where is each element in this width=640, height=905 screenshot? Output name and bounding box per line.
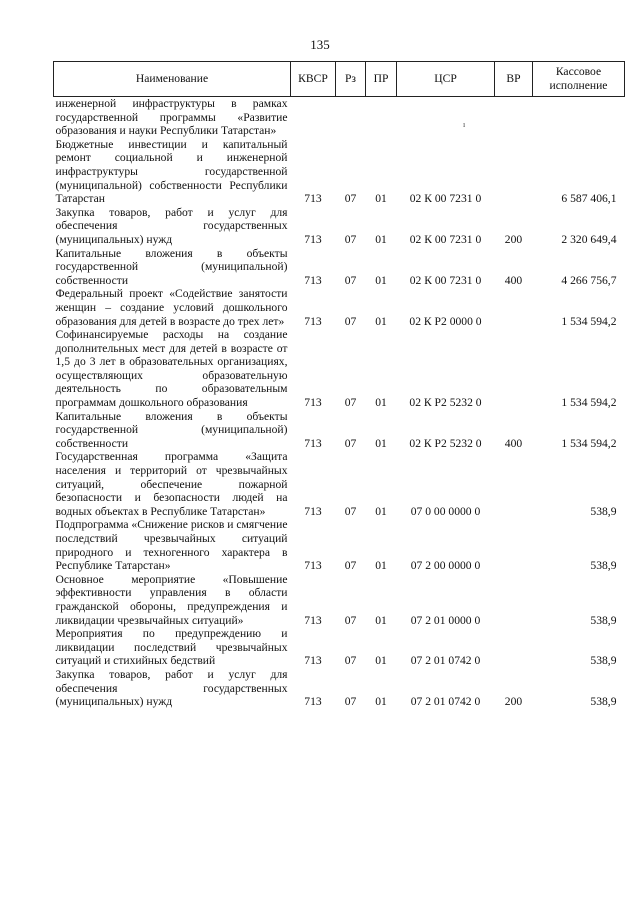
row-kvsr: 713 xyxy=(304,654,322,668)
row-kvsr: 713 xyxy=(304,273,322,287)
row-kvsr: 713 xyxy=(304,232,322,246)
row-rz: 07 xyxy=(344,232,357,246)
row-pr: 01 xyxy=(375,192,387,206)
row-kvsr: 713 xyxy=(304,396,322,410)
row-sum: 538,9 xyxy=(590,559,617,573)
row-pr: 01 xyxy=(375,314,387,328)
row-kvsr: 713 xyxy=(304,613,322,627)
row-vr xyxy=(495,328,533,410)
row-pr: 01 xyxy=(375,654,387,668)
row-vr: 200 xyxy=(504,232,523,246)
header-vr: ВР xyxy=(495,62,533,97)
table-row xyxy=(54,287,625,328)
row-sum: 538,9 xyxy=(590,695,617,709)
row-sum: 538,9 xyxy=(590,654,617,668)
row-vr xyxy=(495,287,533,328)
row-csr: 07 0 00 0000 0 xyxy=(410,504,481,518)
row-rz: 07 xyxy=(344,559,357,573)
table-row xyxy=(54,573,625,627)
row-name: Основное мероприятие «Повышение эффективности управления в области гражданской обороны, предупреждения и ликвидации чрезвычайных ситуаций» xyxy=(55,572,288,627)
row-csr: 07 2 01 0742 0 xyxy=(410,654,481,668)
page-number: 135 xyxy=(310,37,330,52)
row-pr: 01 xyxy=(375,436,387,450)
row-vr xyxy=(495,573,533,627)
row-kvsr: 713 xyxy=(304,559,322,573)
row-rz: 07 xyxy=(344,314,357,328)
table-row xyxy=(54,206,625,247)
row-vr: 200 xyxy=(504,695,523,709)
row-csr: 07 2 01 0000 0 xyxy=(410,613,481,627)
table-row xyxy=(54,450,625,518)
row-name: Государственная программа «Защита населения и территорий от чрезвычайных ситуаций, обеспечение пожарной безопасности и безопасности людей на водных объектах в Республике Татарстан» xyxy=(55,450,288,518)
header-name: Наименование xyxy=(54,62,291,97)
row-sum: 1 534 594,2 xyxy=(561,314,617,328)
row-name: инженерной инфраструктуры в рамках государственной программы «Развитие образования и науки Республики Татарстан» xyxy=(55,97,288,138)
row-kvsr: 713 xyxy=(304,192,322,206)
header-row xyxy=(54,62,625,97)
row-kvsr: 713 xyxy=(304,504,322,518)
row-sum: 1 534 594,2 xyxy=(561,396,617,410)
row-csr: 02 К 00 7231 0 xyxy=(409,192,482,206)
row-rz: 07 xyxy=(344,654,357,668)
row-rz: 07 xyxy=(344,436,357,450)
row-name: Закупка товаров, работ и услуг для обеспечения государственных (муниципальных) нужд xyxy=(55,667,288,709)
row-pr: 01 xyxy=(375,559,387,573)
table-row xyxy=(54,627,625,668)
row-vr: 400 xyxy=(504,273,523,287)
table-row xyxy=(54,97,625,138)
row-rz: 07 xyxy=(344,192,357,206)
row-rz xyxy=(336,97,366,138)
table-row xyxy=(54,138,625,206)
row-vr xyxy=(495,138,533,206)
row-name: Капитальные вложения в объекты государственной (муниципальной) собственности xyxy=(55,409,288,450)
row-pr: 01 xyxy=(375,232,387,246)
row-kvsr xyxy=(291,97,336,138)
row-name: Мероприятия по предупреждению и ликвидации последствий чрезвычайных ситуаций и стихийных бедствий xyxy=(55,627,288,668)
header-csr: ЦСР xyxy=(397,62,495,97)
row-rz: 07 xyxy=(344,396,357,410)
row-name: Подпрограмма «Снижение рисков и смягчение последствий чрезвычайных ситуаций природного и техногенного характера в Республике Татарстан» xyxy=(55,518,288,573)
row-rz: 07 xyxy=(344,613,357,627)
row-sum xyxy=(533,97,625,138)
row-pr: 01 xyxy=(375,396,387,410)
row-vr xyxy=(495,97,533,138)
row-kvsr: 713 xyxy=(304,695,322,709)
row-pr: 01 xyxy=(375,504,387,518)
row-sum: 4 266 756,7 xyxy=(561,273,617,287)
table-row xyxy=(54,410,625,451)
table-row xyxy=(54,518,625,572)
row-rz: 07 xyxy=(344,273,357,287)
row-rz: 07 xyxy=(344,504,357,518)
row-csr: 02 К 00 7231 0 xyxy=(409,232,482,246)
row-csr: 07 2 01 0742 0 xyxy=(410,695,481,709)
row-sum: 1 534 594,2 xyxy=(561,436,617,450)
row-csr xyxy=(397,97,495,138)
row-pr: 01 xyxy=(375,695,387,709)
row-csr: 02 К 00 7231 0 xyxy=(409,273,482,287)
row-csr: 07 2 00 0000 0 xyxy=(410,559,481,573)
row-rz: 07 xyxy=(344,695,357,709)
header-pr: ПР xyxy=(366,62,397,97)
row-csr: 02 К Р2 0000 0 xyxy=(409,314,482,328)
row-csr: 02 К Р2 5232 0 xyxy=(409,396,482,410)
row-kvsr: 713 xyxy=(304,314,322,328)
row-pr: 01 xyxy=(375,613,387,627)
row-name: Федеральный проект «Содействие занятости женщин – создание условий дошкольного образования для детей в возрасте до трех лет» xyxy=(55,287,288,328)
row-name: Капитальные вложения в объекты государственной (муниципальной) собственности xyxy=(55,246,288,287)
row-pr: 01 xyxy=(375,273,387,287)
table-row xyxy=(54,668,625,709)
table-row xyxy=(54,247,625,288)
table-body xyxy=(54,97,625,709)
budget-table xyxy=(53,61,625,709)
row-sum: 2 320 649,4 xyxy=(561,232,617,246)
row-sum: 538,9 xyxy=(590,504,617,518)
row-vr xyxy=(495,518,533,572)
row-sum: 538,9 xyxy=(590,613,617,627)
row-name: Софинансируемые расходы на создание дополнительных мест для детей в возрасте от 1,5 до 3 лет в образовательных организациях, осуществляющих образовательную деятельность по образовательным программам дошкольного образования xyxy=(55,328,288,410)
header-kvsr: КВСР xyxy=(291,62,336,97)
table-row xyxy=(54,328,625,410)
row-sum: 6 587 406,1 xyxy=(561,192,617,206)
row-name: Закупка товаров, работ и услуг для обеспечения государственных (муниципальных) нужд xyxy=(55,205,288,246)
table-header xyxy=(54,62,625,97)
row-vr xyxy=(495,450,533,518)
row-pr xyxy=(366,97,397,138)
row-name: Бюджетные инвестиции и капитальный ремонт социальной и инженерной инфраструктуры государственной (муниципальной) собственности Республики Татарстан xyxy=(55,137,288,206)
row-csr: 02 К Р2 5232 0 xyxy=(409,436,482,450)
row-vr: 400 xyxy=(504,436,523,450)
scan-speck: ı xyxy=(463,120,466,129)
row-vr xyxy=(495,627,533,668)
header-sum: Кассовое исполнение xyxy=(533,62,625,97)
row-kvsr: 713 xyxy=(304,436,322,450)
header-rz: Рз xyxy=(336,62,366,97)
